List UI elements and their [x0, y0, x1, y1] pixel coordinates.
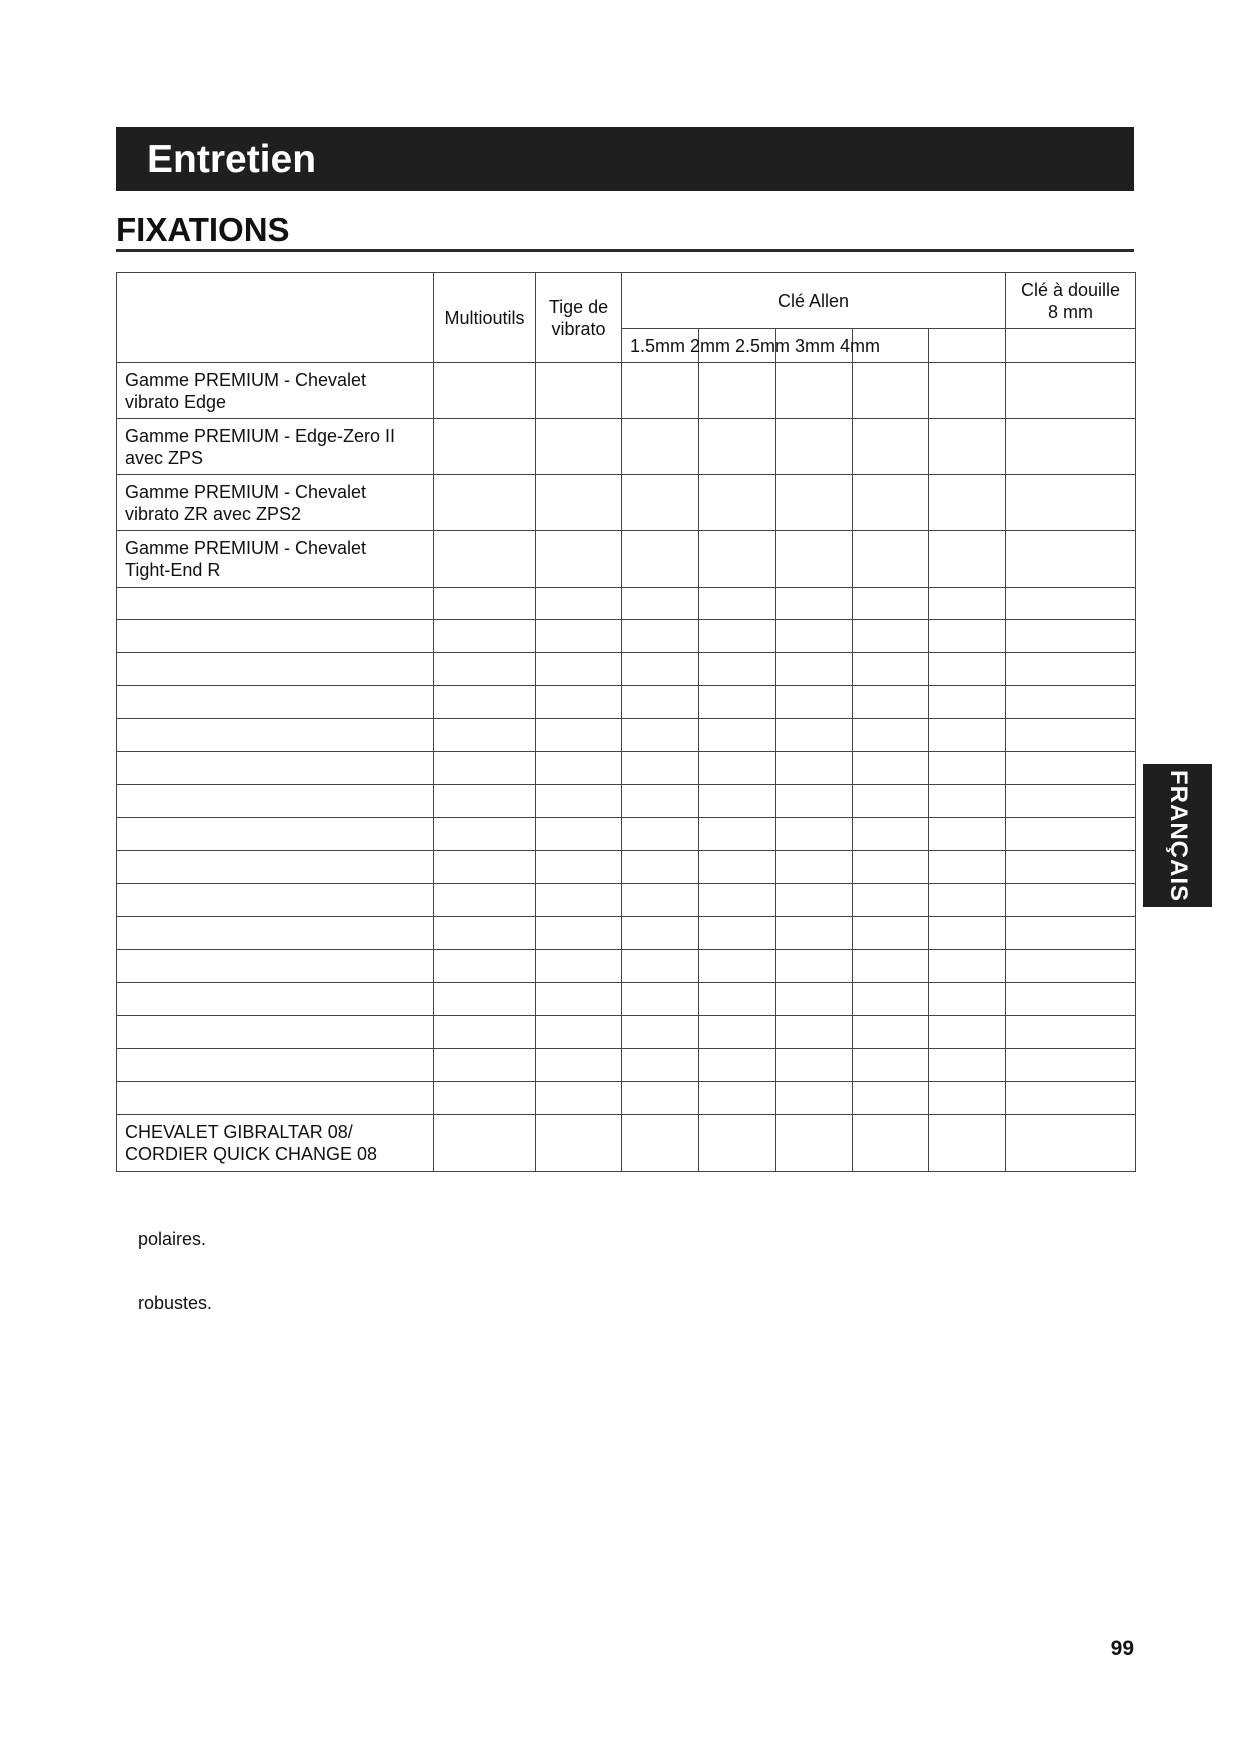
table-cell	[1006, 620, 1136, 653]
table-cell	[929, 719, 1006, 752]
table-cell	[929, 752, 1006, 785]
table-cell	[699, 818, 776, 851]
table-cell	[853, 475, 929, 531]
table-cell	[434, 1082, 536, 1115]
table-cell	[853, 686, 929, 719]
table-cell	[536, 1049, 622, 1082]
table-cell	[853, 588, 929, 620]
table-cell	[622, 686, 699, 719]
note-line: polaires.	[138, 1229, 207, 1249]
table-row	[117, 1115, 1136, 1172]
table-cell	[776, 1049, 853, 1082]
table-cell	[622, 1082, 699, 1115]
table-cell	[776, 1115, 853, 1172]
table-cell	[1006, 884, 1136, 917]
table-cell	[1006, 785, 1136, 818]
table-cell	[929, 531, 1006, 588]
table-row	[117, 475, 1136, 531]
table-cell	[699, 1082, 776, 1115]
row-label: Gamme PREMIUM - Chevalet vibrato Edge	[117, 363, 434, 419]
table-cell	[622, 1049, 699, 1082]
table-cell	[929, 475, 1006, 531]
table-cell	[699, 419, 776, 475]
table-cell	[929, 1082, 1006, 1115]
table-row	[117, 419, 1136, 475]
table-cell	[536, 917, 622, 950]
row-label	[117, 752, 434, 785]
table-row	[117, 1016, 1136, 1049]
table-cell	[929, 1115, 1006, 1172]
table-cell	[929, 818, 1006, 851]
table-cell	[699, 884, 776, 917]
table-cell	[622, 419, 699, 475]
table-cell	[536, 653, 622, 686]
table-cell	[853, 752, 929, 785]
row-label	[117, 851, 434, 884]
table-cell	[699, 620, 776, 653]
table-cell	[622, 785, 699, 818]
table-cell	[434, 752, 536, 785]
table-cell	[929, 1016, 1006, 1049]
table-cell	[699, 983, 776, 1016]
table-cell	[1006, 363, 1136, 419]
table-cell	[536, 785, 622, 818]
table-cell	[699, 950, 776, 983]
table-cell	[929, 419, 1006, 475]
table-cell	[929, 785, 1006, 818]
page-title: FIXATIONS	[116, 211, 290, 248]
table-cell	[1006, 419, 1136, 475]
table-cell	[1006, 1082, 1136, 1115]
table-row	[117, 917, 1136, 950]
table-cell	[776, 950, 853, 983]
table-cell	[1006, 818, 1136, 851]
row-label	[117, 950, 434, 983]
table-cell	[699, 588, 776, 620]
table-cell	[622, 818, 699, 851]
header-tige-vibrato: Tige de vibrato	[536, 273, 622, 363]
table-cell	[853, 363, 929, 419]
table-cell	[622, 531, 699, 588]
table-cell	[1006, 686, 1136, 719]
table-row	[117, 1049, 1136, 1082]
table-row	[117, 983, 1136, 1016]
table-cell	[434, 884, 536, 917]
allen-sizes-label: 1.5mm 2mm 2.5mm 3mm 4mm	[630, 336, 881, 356]
table-cell	[536, 851, 622, 884]
table-cell	[699, 363, 776, 419]
table-cell	[853, 1016, 929, 1049]
table-cell	[853, 531, 929, 588]
table-cell	[536, 983, 622, 1016]
table-cell	[1006, 1016, 1136, 1049]
table-cell	[929, 884, 1006, 917]
table-cell	[536, 752, 622, 785]
table-cell	[776, 983, 853, 1016]
table-cell	[622, 950, 699, 983]
table-cell	[699, 1049, 776, 1082]
table-cell	[434, 851, 536, 884]
table-cell	[929, 917, 1006, 950]
language-tab	[1143, 764, 1212, 907]
table-cell	[622, 851, 699, 884]
table-cell	[699, 1016, 776, 1049]
table-cell	[929, 620, 1006, 653]
table-cell	[434, 917, 536, 950]
table-cell	[536, 1115, 622, 1172]
table-row	[117, 686, 1136, 719]
allen-sizes-cell	[622, 329, 1006, 363]
table-cell	[699, 686, 776, 719]
table-cell	[622, 752, 699, 785]
table-cell	[853, 1082, 929, 1115]
table-row	[117, 719, 1136, 752]
table-cell	[434, 719, 536, 752]
table-cell	[1006, 983, 1136, 1016]
table-cell	[776, 419, 853, 475]
table-cell	[776, 588, 853, 620]
table-cell	[699, 653, 776, 686]
table-cell	[434, 785, 536, 818]
table-cell	[929, 363, 1006, 419]
row-label	[117, 785, 434, 818]
table-cell	[434, 475, 536, 531]
language-tab-label: FRANÇAIS	[1164, 769, 1192, 902]
table-cell	[776, 686, 853, 719]
table-cell	[776, 851, 853, 884]
table-cell	[1006, 851, 1136, 884]
row-label: Gamme PREMIUM - Edge-Zero II avec ZPS	[117, 419, 434, 475]
table-cell	[622, 917, 699, 950]
table-cell	[1006, 475, 1136, 531]
row-label	[117, 1082, 434, 1115]
table-cell	[536, 620, 622, 653]
row-label	[117, 653, 434, 686]
table-row	[117, 653, 1136, 686]
table-cell	[699, 785, 776, 818]
table-cell	[776, 818, 853, 851]
row-label	[117, 818, 434, 851]
table-cell	[536, 686, 622, 719]
row-label	[117, 917, 434, 950]
table-cell	[929, 851, 1006, 884]
table-cell	[536, 884, 622, 917]
table-cell	[434, 1049, 536, 1082]
table-cell	[434, 653, 536, 686]
fixations-table	[116, 272, 1136, 1172]
header-cle-douille: Clé à douille 8 mm	[1006, 273, 1136, 329]
note-line: robustes.	[138, 1293, 213, 1313]
table-cell	[622, 1016, 699, 1049]
row-label	[117, 884, 434, 917]
table-cell	[434, 950, 536, 983]
table-cell	[434, 419, 536, 475]
table-cell	[853, 419, 929, 475]
table-cell	[1006, 950, 1136, 983]
table-cell	[434, 588, 536, 620]
page-number: 99	[1110, 1637, 1134, 1660]
table-cell	[536, 531, 622, 588]
table-cell	[1006, 719, 1136, 752]
table-row	[117, 851, 1136, 884]
table-cell	[434, 1016, 536, 1049]
table-cell	[776, 1082, 853, 1115]
table-cell	[929, 588, 1006, 620]
table-row	[117, 818, 1136, 851]
table-cell	[776, 475, 853, 531]
table-row	[117, 950, 1136, 983]
table-cell	[1006, 531, 1136, 588]
table-cell	[622, 620, 699, 653]
table-row	[117, 884, 1136, 917]
row-label	[117, 620, 434, 653]
table-cell	[776, 1016, 853, 1049]
table-cell	[853, 1049, 929, 1082]
table-cell	[536, 363, 622, 419]
table-cell	[434, 1115, 536, 1172]
row-label	[117, 719, 434, 752]
table-row	[117, 752, 1136, 785]
table-cell	[699, 1115, 776, 1172]
table-cell	[536, 419, 622, 475]
table-cell	[434, 983, 536, 1016]
table-cell	[853, 719, 929, 752]
row-label: Gamme PREMIUM - Chevalet Tight-End R	[117, 531, 434, 588]
table-cell	[1006, 1115, 1136, 1172]
row-label	[117, 1049, 434, 1082]
table-cell	[853, 785, 929, 818]
table-cell	[622, 1115, 699, 1172]
table-cell	[536, 475, 622, 531]
table-cell	[776, 917, 853, 950]
table-cell	[1006, 917, 1136, 950]
table-cell	[699, 851, 776, 884]
table-cell	[536, 719, 622, 752]
table-cell	[853, 1115, 929, 1172]
table-row	[117, 1082, 1136, 1115]
row-label	[117, 686, 434, 719]
table-cell	[853, 884, 929, 917]
table-cell	[699, 475, 776, 531]
table-cell	[622, 363, 699, 419]
table-cell	[699, 719, 776, 752]
table-cell	[853, 818, 929, 851]
table-cell	[434, 620, 536, 653]
table-row	[117, 363, 1136, 419]
table-cell	[622, 884, 699, 917]
table-cell	[622, 653, 699, 686]
table-cell	[1006, 752, 1136, 785]
table-cell	[536, 1016, 622, 1049]
row-label	[117, 1016, 434, 1049]
table-cell	[434, 363, 536, 419]
table-cell	[434, 686, 536, 719]
table-cell	[929, 1049, 1006, 1082]
row-label	[117, 588, 434, 620]
header-blank-cell	[117, 273, 434, 363]
table-cell	[536, 1082, 622, 1115]
table-cell	[853, 983, 929, 1016]
table-cell	[1006, 1049, 1136, 1082]
table-row	[117, 588, 1136, 620]
table-cell	[853, 851, 929, 884]
table-cell	[853, 620, 929, 653]
header-cle-allen: Clé Allen	[622, 273, 1006, 329]
table-row	[117, 531, 1136, 588]
table-cell	[929, 950, 1006, 983]
table-cell	[536, 818, 622, 851]
header-blank-cell	[1006, 329, 1136, 363]
table-cell	[929, 983, 1006, 1016]
table-cell	[853, 917, 929, 950]
table-cell	[622, 475, 699, 531]
table-cell	[853, 950, 929, 983]
title-divider	[116, 249, 1134, 252]
table-cell	[699, 531, 776, 588]
table-row	[117, 620, 1136, 653]
table-cell	[776, 719, 853, 752]
table-cell	[699, 917, 776, 950]
table-cell	[699, 752, 776, 785]
table-cell	[1006, 588, 1136, 620]
table-row	[117, 785, 1136, 818]
table-cell	[434, 818, 536, 851]
table-cell	[776, 653, 853, 686]
table-cell	[776, 785, 853, 818]
table-cell	[622, 719, 699, 752]
section-banner: Entretien	[116, 127, 1134, 191]
table-cell	[622, 983, 699, 1016]
table-cell	[776, 363, 853, 419]
row-label: CHEVALET GIBRALTAR 08/ CORDIER QUICK CHANGE 08	[117, 1115, 434, 1172]
table-cell	[776, 884, 853, 917]
table-cell	[536, 588, 622, 620]
table-cell	[929, 686, 1006, 719]
table-cell	[536, 950, 622, 983]
table-cell	[776, 531, 853, 588]
row-label	[117, 983, 434, 1016]
table-cell	[434, 531, 536, 588]
header-multioutils: Multioutils	[434, 273, 536, 363]
table-cell	[929, 653, 1006, 686]
table-cell	[776, 620, 853, 653]
table-cell	[1006, 653, 1136, 686]
row-label: Gamme PREMIUM - Chevalet vibrato ZR avec ZPS2	[117, 475, 434, 531]
table-cell	[853, 653, 929, 686]
table-cell	[776, 752, 853, 785]
table-cell	[622, 588, 699, 620]
